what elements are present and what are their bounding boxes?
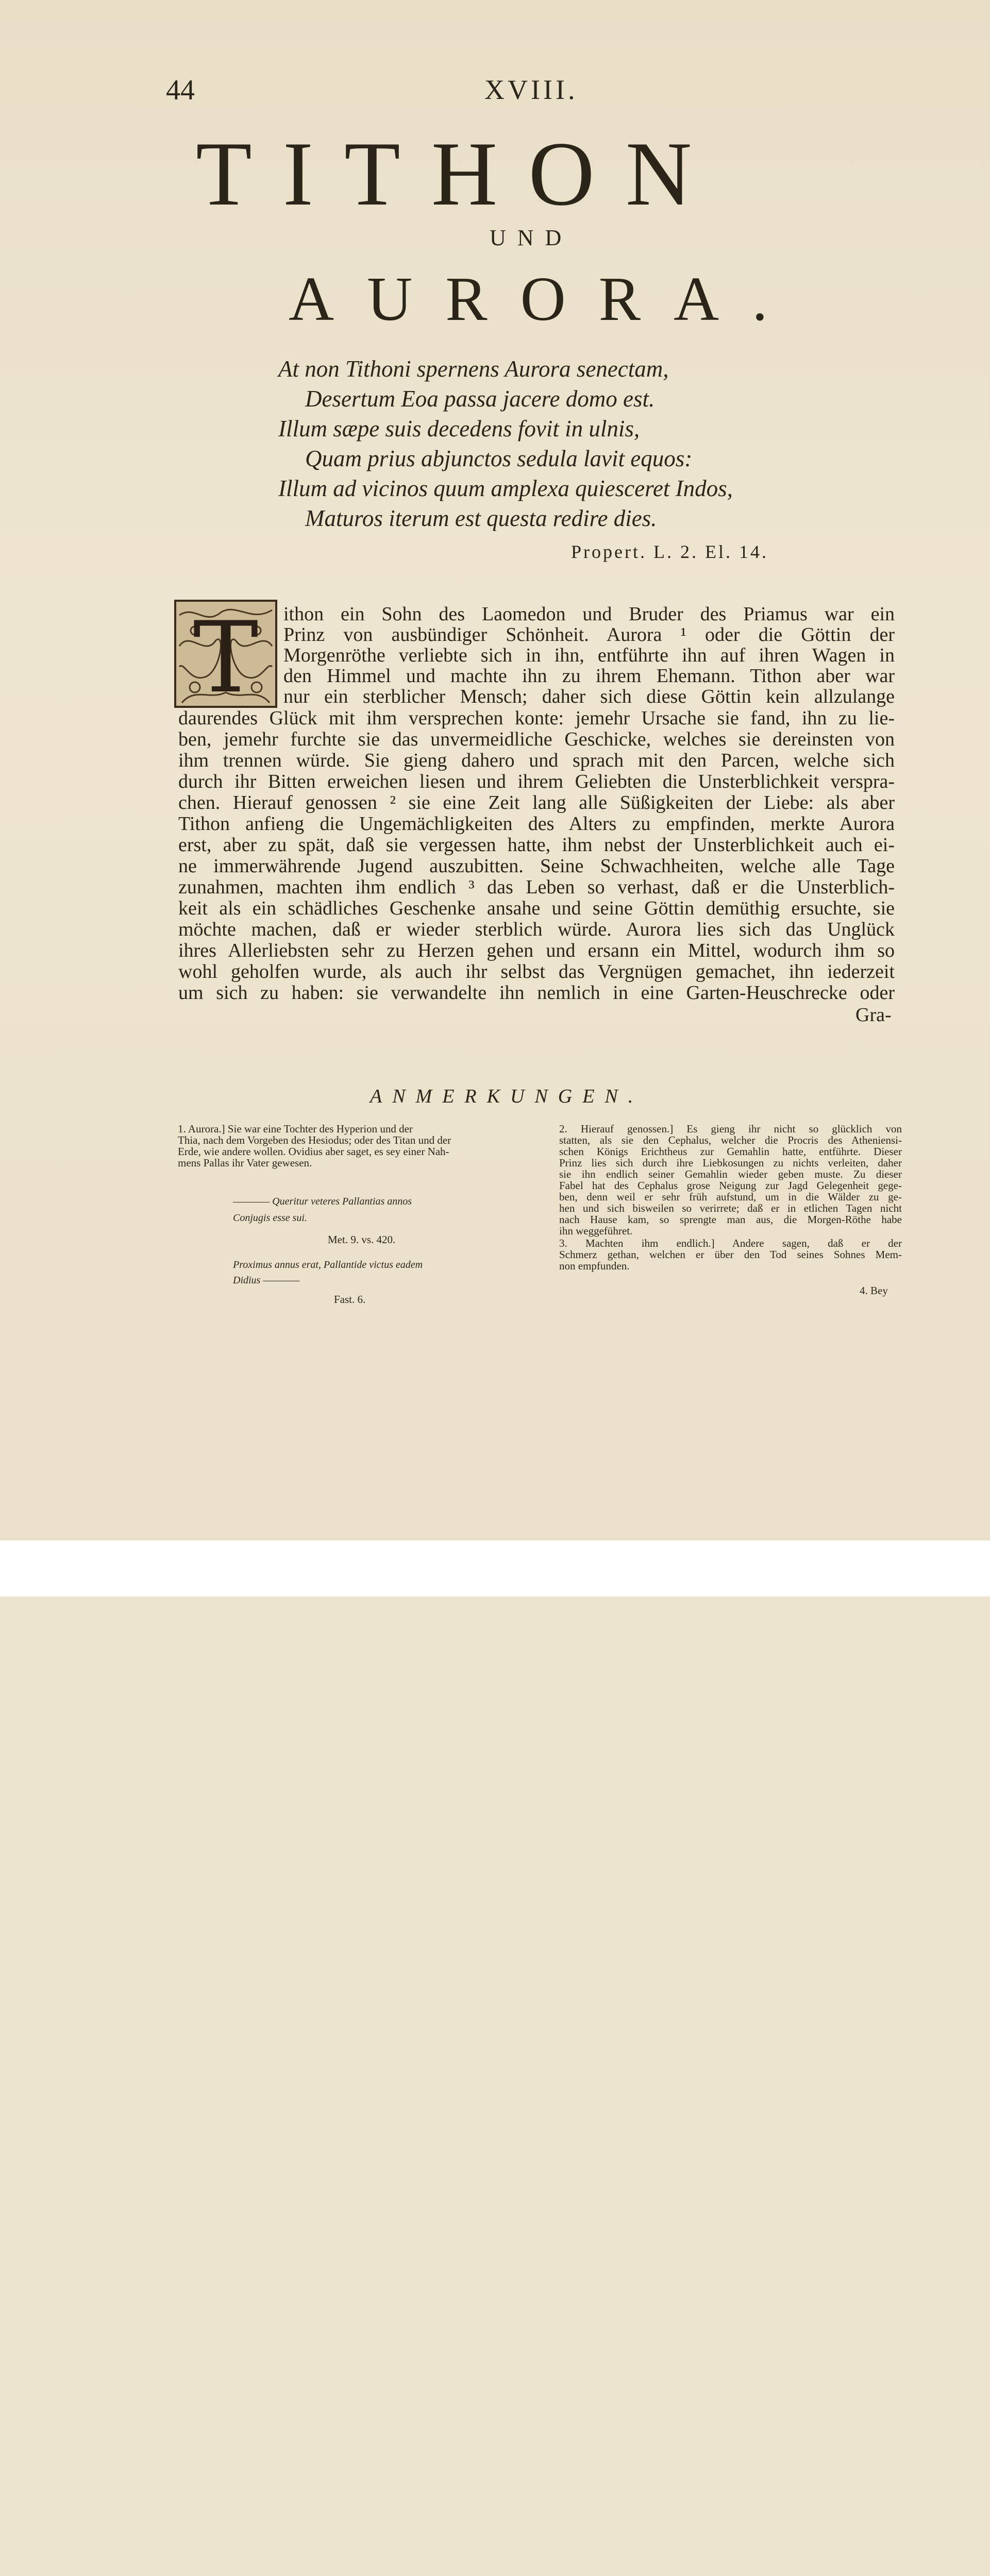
initial-letter: T [193,601,259,708]
note-line: Thia, nach dem Vorgeben des Hesiodus; oder des Titan und der [178,1134,451,1146]
note-line: ihn weggeführet. [559,1225,633,1237]
body-line: daurendes Glück mit ihm versprechen konte: jemehr Ursache sie fand, ihn zu lie- [178,707,895,729]
body-line: ihres Allerliebsten sehr zu Herzen gehen und ersann ein Mittel, wodurch ihm so [178,940,895,961]
note-line: schen Königs Erichtheus zur Gemahlin hatte, entführte. Dieser [559,1145,902,1158]
note-line: Fabel hat des Cephalus grose Neigung zur Jagd Gelegenheit gege- [559,1179,902,1192]
page-number: 44 [166,74,195,106]
body-line: Prinz von ausbündiger Schönheit. Aurora ¹ oder die Göttin der [283,624,895,646]
note-line: ben, denn weil er sehr früh aufstund, um in die Wälder zu ge- [559,1191,902,1203]
epigraph-line: Quam prius abjunctos sedula lavit equos: [305,446,693,471]
body-line: um sich zu haben: sie verwandelte ihn nemlich in eine Garten-Heuschrecke oder [178,982,895,1004]
body-line: Tithon anfieng die Ungemächligkeiten des Alters zu empfinden, merkte Aurora [178,813,895,835]
quote-line: Didius ———— [233,1275,300,1286]
body-line: chen. Hierauf genossen ² sie eine Zeit lang alle Süßigkeiten der Liebe: als aber [178,792,895,814]
body-line: ben, jemehr furchte sie das unvermeidliche Geschicke, welches sie dereinsten von [178,728,895,750]
note-line: Schmerz gethan, welchen er über den Tod seines Sohnes Mem- [559,1248,902,1261]
decorated-initial-image [174,600,277,708]
note-line: 3. Machten ihm endlich.] Andere sagen, daß er der [559,1237,902,1249]
note-line: mens Pallas ihr Vater gewesen. [178,1157,312,1169]
note-line: Prinz lies sich durch ihre Liebkosungen zu nichts verleiten, daher [559,1157,902,1169]
epigraph-line: Illum sæpe suis decedens fovit in ulnis, [278,416,640,442]
body-line: ithon ein Sohn des Laomedon und Bruder des Priamus war ein [283,603,895,625]
note-line: nach Hause kam, so sprengte man aus, die Morgen-Röthe habe [559,1213,902,1226]
epigraph-line: Desertum Eoa passa jacere domo est. [305,386,655,412]
body-line: keit als ein schädliches Geschenke ansahe und seine Göttin demüthig ersuchte, sie [178,897,895,919]
quote-reference: Met. 9. vs. 420. [328,1233,396,1246]
body-line: erst, aber zu spät, daß sie vergessen hatte, ihm nebst der Unsterblichkeit auch ei- [178,834,895,856]
epigraph-line: Illum ad vicinos quum amplexa quiesceret Indos, [278,476,733,501]
note-line: statten, als sie den Cephalus, welcher die Procris des Atheniensi- [559,1134,902,1146]
quote-line: Proximus annus erat, Pallantide victus eadem [233,1259,423,1270]
epigraph-line: At non Tithoni spernens Aurora senectam, [278,356,669,382]
note-line: non empfunden. [559,1260,630,1272]
chapter-number: XVIII. [484,74,578,105]
viewer-footer [0,1540,990,1597]
title-conjunction: UND [490,225,573,250]
body-line: wohl geholfen wurde, als auch ihr selbst das Vergnügen gemachet, ihn iederzeit [178,961,895,982]
body-line: den Himmel und machte ihn zu ihrem Ehemann. Tithon aber war [283,665,895,687]
note-line: hen und sich bisweilen so verirrete; daß er in etlichen Tagen nicht [559,1202,902,1214]
notes-heading: ANMERKUNGEN. [370,1086,644,1107]
body-line: möchte machen, daß er wieder sterblich würde. Aurora lies sich das Unglück [178,919,895,940]
notes-catchword: 4. Bey [860,1284,888,1297]
body-line: zunahmen, machten ihm endlich ³ das Leben so verhast, daß er die Unsterblich- [178,876,895,898]
quote-line: Conjugis esse sui. [233,1212,307,1224]
body-line: nur ein sterblicher Mensch; daher sich diese Göttin kein allzulange [283,686,895,707]
note-line: 1. Aurora.] Sie war eine Tochter des Hyperion und der [178,1123,413,1135]
epigraph-line: Maturos iterum est questa redire dies. [305,505,657,531]
note-line: Erde, wie andere wollen. Ovidius aber saget, es sey einer Nah- [178,1145,449,1158]
quote-reference: Fast. 6. [334,1293,366,1306]
body-line: Morgenröthe verliebte sich in ihn, entführte ihn auf ihren Wagen in [283,645,895,666]
note-line: sie ihn endlich seiner Gemahlin wieder geben muste. Zu dieser [559,1168,902,1180]
catchword: Gra- [855,1004,892,1026]
body-line: durch ihr Bitten erweichen liesen und ihrem Geliebten die Unsterblichkeit verspra- [178,771,895,792]
quote-line: ———— Queritur veteres Pallantias annos [233,1196,412,1207]
body-line: ne immerwährende Jugend auszubitten. Seine Schwachheiten, welche alle Tage [178,855,895,877]
body-line: ihm trennen würde. Sie gieng dahero und sprach mit den Parcen, welche sich [178,750,895,771]
epigraph-citation: Propert. L. 2. El. 14. [571,541,768,562]
title-line-1: TITHON [196,123,723,225]
note-line: 2. Hierauf genossen.] Es gieng ihr nicht so glücklich von [559,1123,902,1135]
title-line-2: AURORA. [289,264,801,334]
